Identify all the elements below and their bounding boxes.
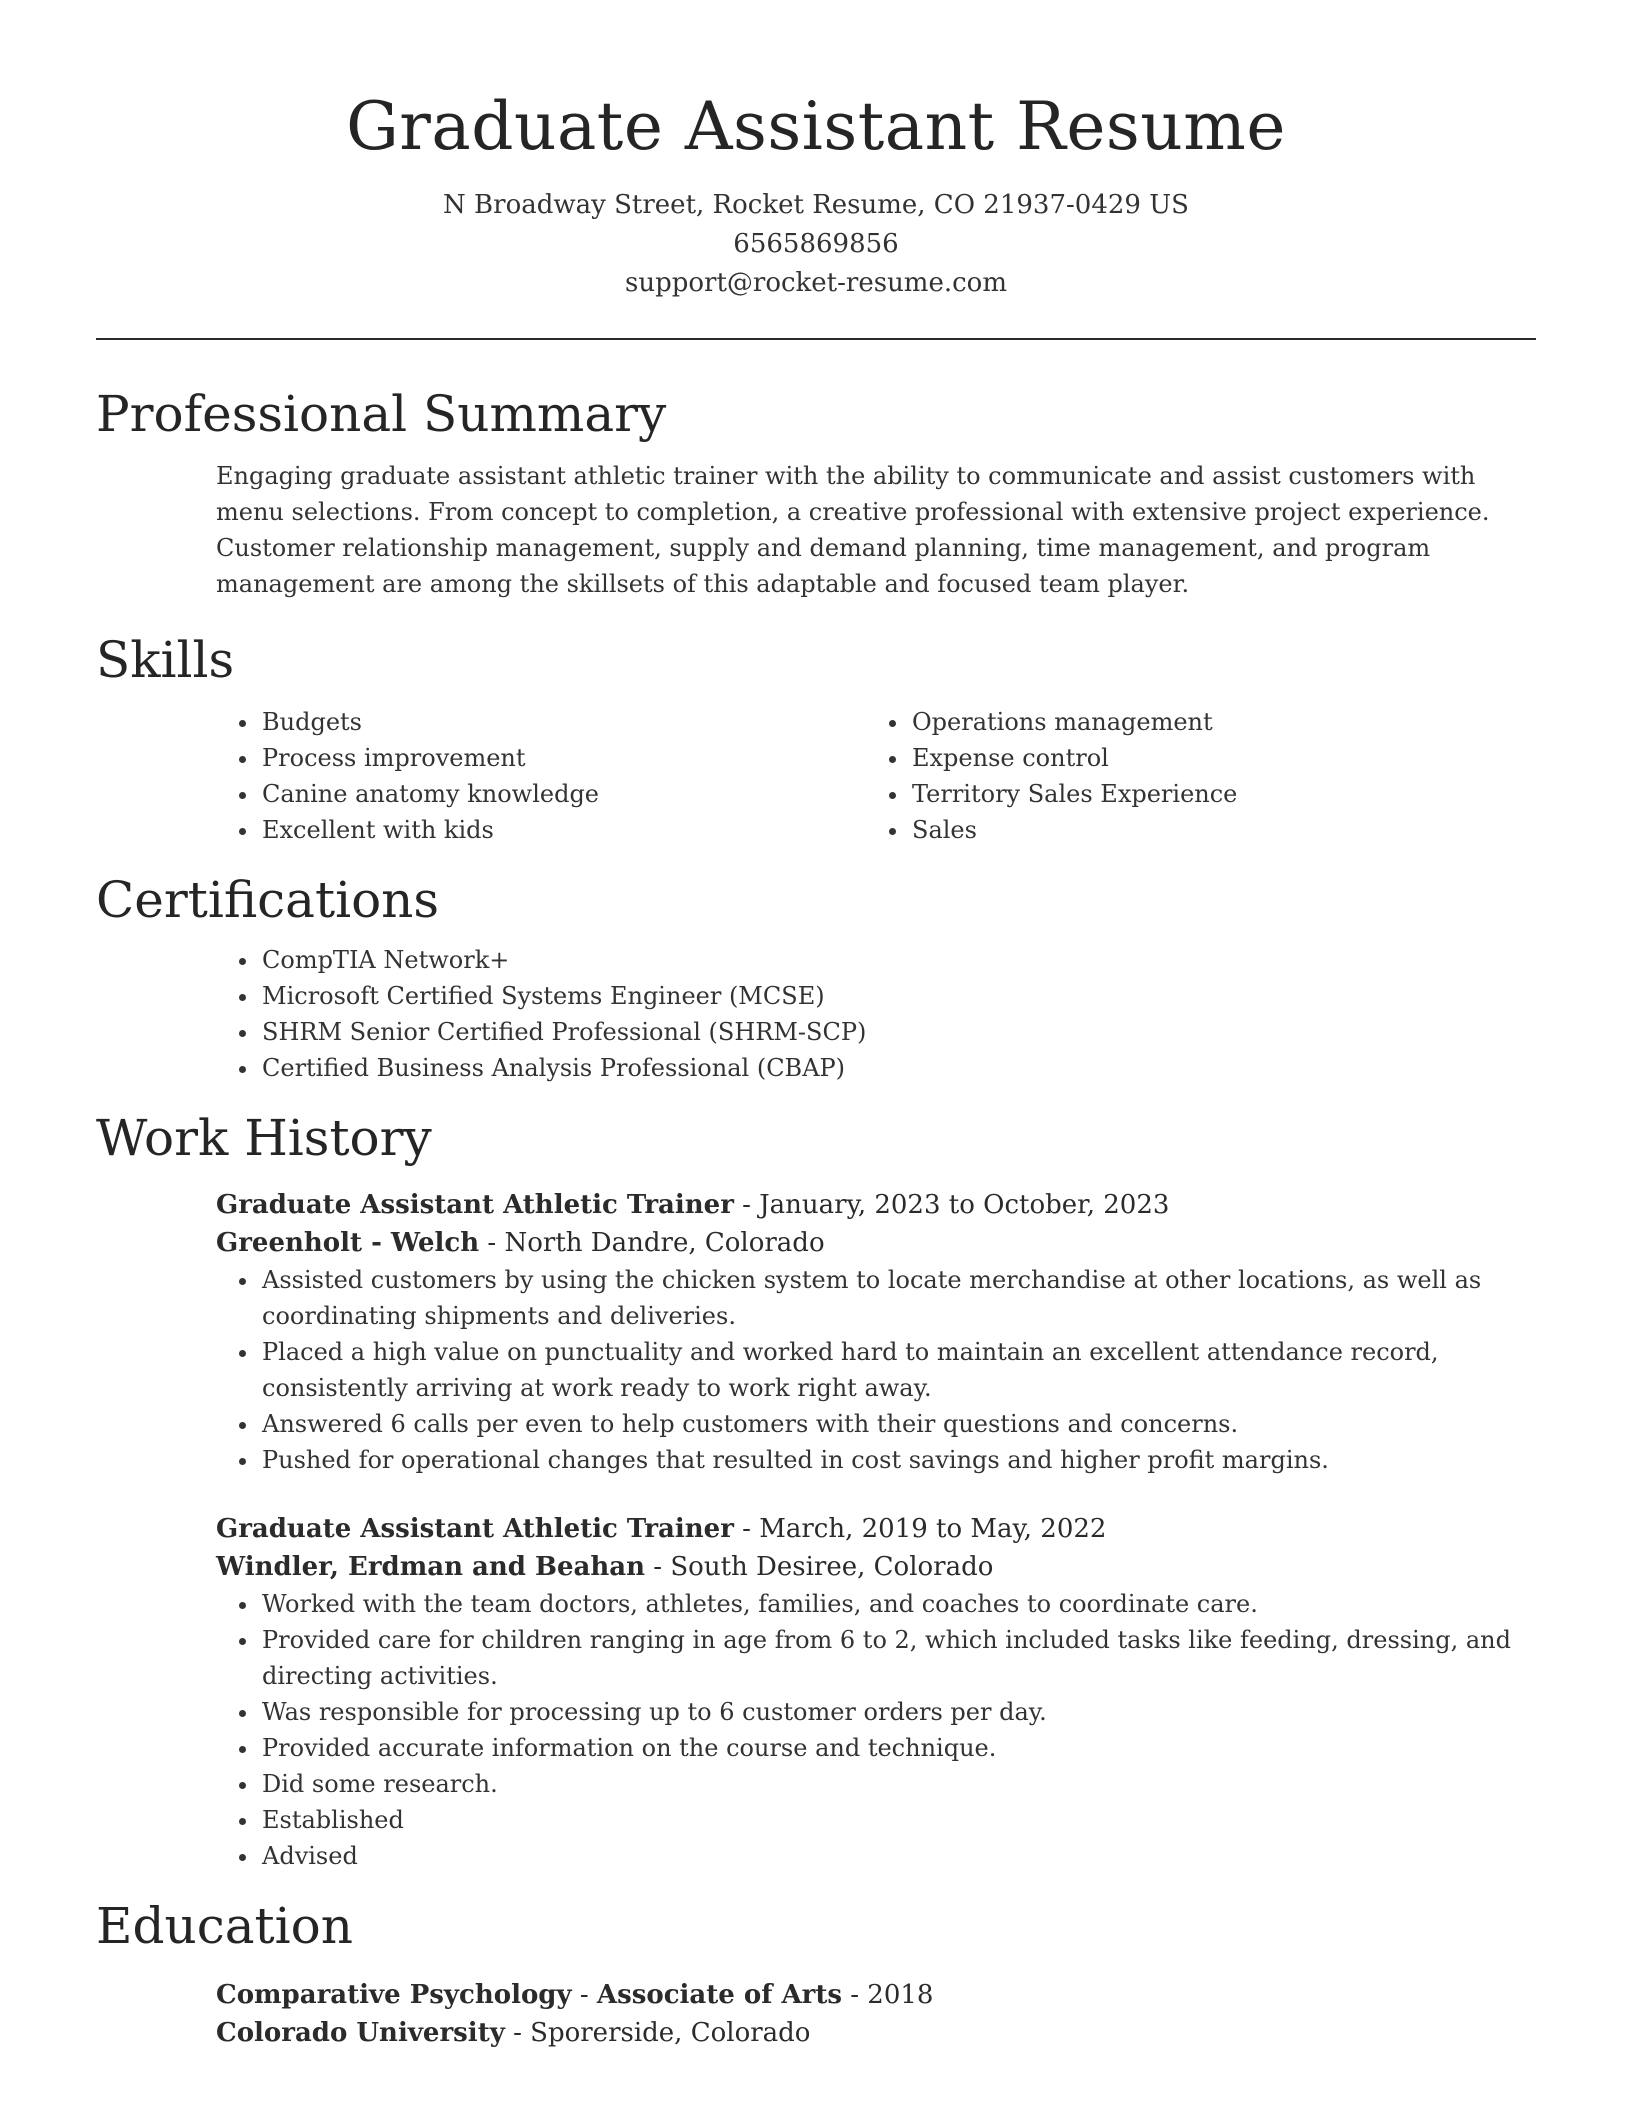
job-duties (216, 1262, 1536, 1478)
job-entry (216, 1510, 1536, 1874)
contact-email: support@rocket-resume.com (624, 268, 1007, 298)
job-company: Greenholt - Welch (216, 1228, 480, 1258)
job-duty: • Provided care for children ranging in age from 6 to 2, which included tasks like feeding, dressing, and directing activities. (260, 1622, 1536, 1694)
resume-title: Graduate Assistant Resume (346, 88, 1286, 165)
education-heading: Education (96, 1897, 353, 1955)
education-field: Comparative Psychology (216, 1980, 572, 2010)
certification-item: • SHRM Senior Certified Professional (SHRM-SCP) (260, 1014, 1536, 1050)
job-company: Windler, Erdman and Beahan (216, 1552, 646, 1582)
skill-item: • Process improvement (260, 740, 866, 776)
skills-heading: Skills (96, 631, 235, 689)
skill-item: • Budgets (260, 704, 866, 740)
skill-item: • Canine anatomy knowledge (260, 776, 866, 812)
education-degree-line: Comparative Psychology - Associate of Arts - 2018 (216, 1980, 934, 2010)
skill-item: • Sales (910, 812, 1516, 848)
job-company-line: Greenholt - Welch - North Dandre, Colorado (216, 1228, 825, 1258)
header-divider (96, 338, 1536, 340)
skills-column-right (866, 704, 1516, 848)
job-dates: March, 2019 to May, 2022 (759, 1514, 1107, 1544)
skill-item: • Territory Sales Experience (910, 776, 1516, 812)
job-location: South Desiree, Colorado (670, 1552, 994, 1582)
job-duty: • Was responsible for processing up to 6 customer orders per day. (260, 1694, 1536, 1730)
education-school: Colorado University (216, 2018, 505, 2048)
job-duties (216, 1586, 1536, 1874)
education-entry (216, 1976, 1536, 2052)
education-location: Sporerside, Colorado (530, 2018, 811, 2048)
job-dates: January, 2023 to October, 2023 (759, 1190, 1170, 1220)
education-year: 2018 (867, 1980, 934, 2010)
education-school-line: Colorado University - Sporerside, Colorado (216, 2018, 811, 2048)
skill-item: • Expense control (910, 740, 1516, 776)
contact-phone: 6565869856 (733, 229, 899, 259)
skills-list (216, 704, 1536, 848)
job-duty: • Provided accurate information on the course and technique. (260, 1730, 1536, 1766)
work-history-heading: Work History (96, 1109, 432, 1167)
certification-item: • Certified Business Analysis Professional (CBAP) (260, 1050, 1536, 1086)
job-duty: • Placed a high value on punctuality and worked hard to maintain an excellent attendance record, consistently arriving at work ready to work right away. (260, 1334, 1536, 1406)
job-title-line: Graduate Assistant Athletic Trainer - March, 2019 to May, 2022 (216, 1514, 1107, 1544)
education-degree: Associate of Arts (596, 1980, 842, 2010)
contact-block (96, 186, 1536, 303)
certification-item: • Microsoft Certified Systems Engineer (MCSE) (260, 978, 1536, 1014)
skill-item: • Excellent with kids (260, 812, 866, 848)
resume-page (96, 0, 1536, 2052)
summary-heading: Professional Summary (96, 385, 667, 443)
job-duty: • Pushed for operational changes that resulted in cost savings and higher profit margins. (260, 1442, 1536, 1478)
job-duty: • Established (260, 1802, 1536, 1838)
job-duty: • Worked with the team doctors, athletes, families, and coaches to coordinate care. (260, 1586, 1536, 1622)
job-duty: • Assisted customers by using the chicken system to locate merchandise at other locations, as well as coordinating shipments and deliveries. (260, 1262, 1536, 1334)
summary-text: Engaging graduate assistant athletic trainer with the ability to communicate and assist customers with menu selections. From concept to completion, a creative professional with extensive project experience. Customer relationship management, supply and demand planning, time management, and program management are among the skillsets of this adaptable and focused team player. (216, 462, 1490, 598)
certification-item: • CompTIA Network+ (260, 942, 1536, 978)
job-title-line: Graduate Assistant Athletic Trainer - January, 2023 to October, 2023 (216, 1190, 1170, 1220)
job-duty: • Advised (260, 1838, 1536, 1874)
contact-address: N Broadway Street, Rocket Resume, CO 21937-0429 US (443, 190, 1189, 220)
job-title: Graduate Assistant Athletic Trainer (216, 1514, 734, 1544)
job-entry (216, 1186, 1536, 1478)
job-company-line: Windler, Erdman and Beahan - South Desiree, Colorado (216, 1552, 994, 1582)
job-duty: • Answered 6 calls per even to help customers with their questions and concerns. (260, 1406, 1536, 1442)
job-location: North Dandre, Colorado (504, 1228, 825, 1258)
skills-column-left (216, 704, 866, 848)
job-title: Graduate Assistant Athletic Trainer (216, 1190, 734, 1220)
skill-item: • Operations management (910, 704, 1516, 740)
certifications-heading: Certifications (96, 871, 440, 929)
certifications-list (216, 942, 1536, 1086)
job-duty: • Did some research. (260, 1766, 1536, 1802)
